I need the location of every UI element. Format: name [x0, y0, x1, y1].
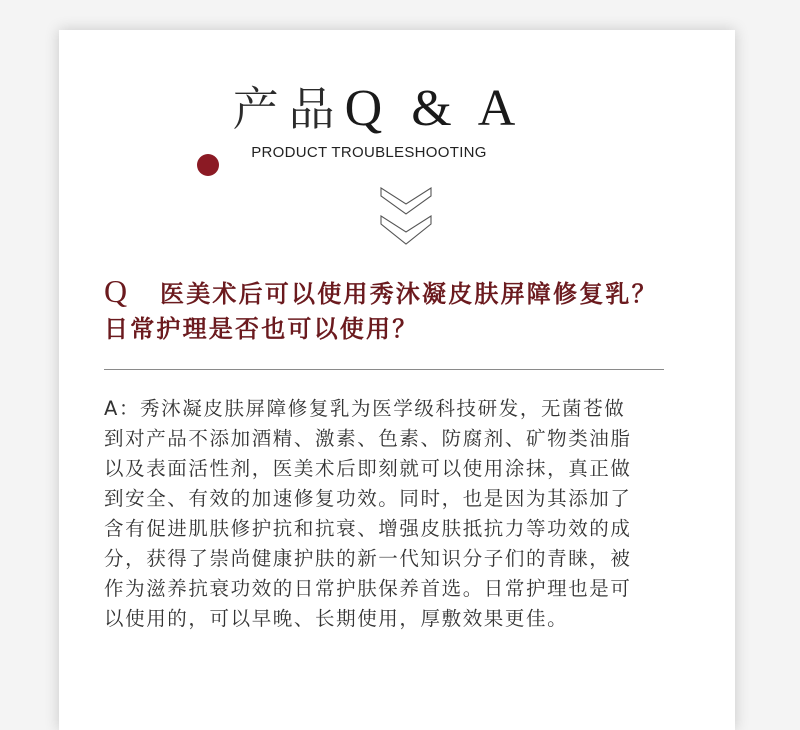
- answer-line: 到对产品不添加酒精、激素、色素、防腐剂、矿物类油脂: [104, 427, 632, 450]
- question-text-1: 医美术后可以使用秀沐凝皮肤屏障修复乳？: [160, 280, 658, 308]
- qa-card: [59, 30, 735, 730]
- double-chevron-down-icon: [379, 186, 433, 250]
- answer-line: 作为滋养抗衰功效的日常护肤保养首选。日常护理也是可: [104, 577, 632, 600]
- divider: [104, 369, 664, 370]
- question-heading: [104, 274, 704, 347]
- page-title: [40, 78, 716, 139]
- answer-paragraph: [104, 394, 684, 634]
- answer-line: 含有促进肌肤修护抗和抗衰、增强皮肤抵抗力等功效的成: [104, 517, 632, 540]
- page-subtitle: PRODUCT TROUBLESHOOTING: [251, 144, 487, 161]
- title-chinese: 产品: [232, 82, 345, 136]
- question-line-1: [104, 274, 704, 312]
- answer-line: 到安全、有效的加速修复功效。同时，也是因为其添加了: [104, 487, 632, 510]
- answer-line: A：秀沐凝皮肤屏障修复乳为医学级科技研发，无菌苍做: [104, 397, 626, 420]
- answer-line: 分，获得了崇尚健康护肤的新一代知识分子们的青睐，被: [104, 547, 632, 570]
- answer-line: 以使用的，可以早晚、长期使用，厚敷效果更佳。: [104, 607, 569, 630]
- decorative-dot-icon: [197, 154, 219, 176]
- answer-line: 以及表面活性剂，医美术后即刻就可以使用涂抹，真正做: [104, 457, 632, 480]
- question-marker: Q: [104, 273, 128, 309]
- question-line-2: 日常护理是否也可以使用？: [104, 315, 419, 343]
- title-qa: Q & A: [344, 80, 524, 137]
